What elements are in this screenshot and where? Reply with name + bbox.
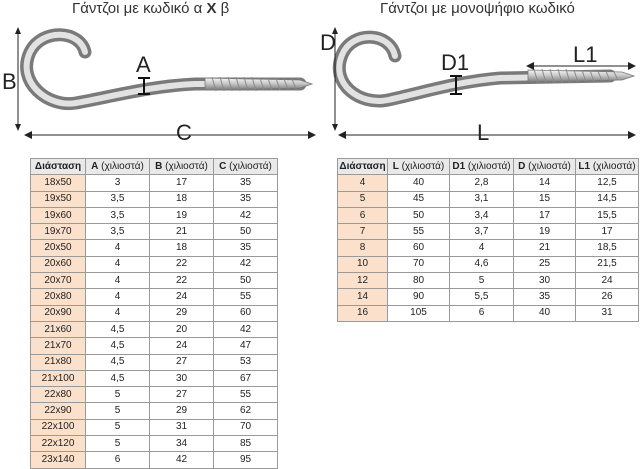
- label-l: L: [477, 120, 490, 145]
- table-row: [31, 256, 278, 272]
- table-cell: 22x120: [31, 436, 86, 452]
- table-row: [31, 289, 278, 305]
- table-row: [338, 207, 639, 223]
- table-cell: 19x60: [31, 207, 86, 223]
- table-cell: 26: [576, 289, 639, 305]
- table-cell: 4,5: [86, 321, 150, 337]
- table-cell: 14,5: [576, 191, 639, 207]
- table-cell: 21x70: [31, 338, 86, 354]
- table-cell: 3,5: [86, 224, 150, 240]
- left-header-0: [31, 159, 86, 175]
- table-cell: 67: [214, 370, 278, 386]
- table-cell: 16: [338, 305, 388, 321]
- table-row: [338, 224, 639, 240]
- table-cell: 53: [214, 354, 278, 370]
- table-cell: 3,7: [450, 224, 514, 240]
- table-cell: 6: [338, 207, 388, 223]
- table-cell: 55: [388, 224, 450, 240]
- table-cell: 4: [86, 273, 150, 289]
- table-cell: 85: [214, 436, 278, 452]
- table-cell: 27: [150, 354, 214, 370]
- table-cell: 30: [150, 370, 214, 386]
- table-row: [31, 436, 278, 452]
- table-cell: 6: [86, 452, 150, 468]
- table-cell: 5: [450, 273, 514, 289]
- table-cell: 29: [150, 305, 214, 321]
- table-cell: 35: [214, 240, 278, 256]
- table-row: [338, 240, 639, 256]
- header-symbol: L: [392, 160, 399, 172]
- table-cell: 21: [150, 224, 214, 240]
- table-row: [338, 256, 639, 272]
- table-cell: 3: [86, 175, 150, 191]
- table-cell: 20x50: [31, 240, 86, 256]
- table-cell: 4: [86, 240, 150, 256]
- table-cell: 20x70: [31, 273, 86, 289]
- table-cell: 50: [214, 273, 278, 289]
- table-cell: 35: [214, 175, 278, 191]
- table-cell: 3,5: [86, 191, 150, 207]
- right-header-0: [338, 159, 388, 175]
- table-cell: 19x50: [31, 191, 86, 207]
- table-cell: 40: [388, 175, 450, 191]
- right-header-2: [450, 159, 514, 175]
- header-symbol: L1: [578, 160, 591, 172]
- table-row: [31, 207, 278, 223]
- header-unit: (χιλιοστά): [525, 160, 571, 172]
- table-row: [338, 191, 639, 207]
- header-symbol: D1: [452, 160, 466, 172]
- table-cell: 18: [150, 240, 214, 256]
- left-dimensions-table: [30, 158, 278, 469]
- table-cell: 4: [86, 289, 150, 305]
- table-cell: 60: [388, 240, 450, 256]
- table-cell: 47: [214, 338, 278, 354]
- header-unit: (χιλιοστά): [465, 160, 511, 172]
- table-row: [31, 224, 278, 240]
- table-row: [338, 305, 639, 321]
- header-symbol: D: [518, 160, 526, 172]
- table-cell: 24: [576, 273, 639, 289]
- table-cell: 40: [514, 305, 576, 321]
- table-row: [31, 240, 278, 256]
- table-cell: 31: [150, 419, 214, 435]
- table-cell: 21x100: [31, 370, 86, 386]
- table-cell: 21: [514, 240, 576, 256]
- table-cell: 55: [214, 387, 278, 403]
- table-cell: 3,5: [86, 207, 150, 223]
- table-cell: 7: [338, 224, 388, 240]
- table-cell: 20: [150, 321, 214, 337]
- table-cell: 17: [150, 175, 214, 191]
- right-dimensions-table: [337, 158, 639, 322]
- table-cell: 6: [450, 305, 514, 321]
- table-cell: 15: [514, 191, 576, 207]
- table-cell: 3,4: [450, 207, 514, 223]
- table-cell: 24: [150, 289, 214, 305]
- table-cell: 14: [338, 289, 388, 305]
- table-cell: 80: [388, 273, 450, 289]
- table-cell: 22x100: [31, 419, 86, 435]
- table-cell: 5: [86, 436, 150, 452]
- header-unit: (χιλιοστά): [226, 160, 272, 172]
- table-cell: 18x50: [31, 175, 86, 191]
- table-row: [31, 305, 278, 321]
- table-cell: 23x140: [31, 452, 86, 468]
- table-cell: 45: [388, 191, 450, 207]
- table-cell: 27: [150, 387, 214, 403]
- header-unit: (χιλιοστά): [398, 160, 445, 172]
- table-cell: 22: [150, 273, 214, 289]
- table-cell: 18,5: [576, 240, 639, 256]
- label-d: D: [320, 30, 336, 55]
- table-row: [31, 403, 278, 419]
- table-cell: 29: [150, 403, 214, 419]
- table-cell: 55: [214, 289, 278, 305]
- table-cell: 14: [514, 175, 576, 191]
- table-cell: 12,5: [576, 175, 639, 191]
- right-header-4: [576, 159, 639, 175]
- table-row: [338, 175, 639, 191]
- table-cell: 2,8: [450, 175, 514, 191]
- table-cell: 4,5: [86, 370, 150, 386]
- table-cell: 19: [514, 224, 576, 240]
- left-title: Γάντζοι με κωδικό α X β: [72, 0, 230, 17]
- table-cell: 20x90: [31, 305, 86, 321]
- label-b: B: [2, 69, 17, 94]
- table-row: [31, 321, 278, 337]
- table-cell: 70: [214, 419, 278, 435]
- table-cell: 5,5: [450, 289, 514, 305]
- table-row: [31, 419, 278, 435]
- table-cell: 5: [86, 419, 150, 435]
- table-cell: 25: [514, 256, 576, 272]
- header-symbol: C: [219, 160, 227, 172]
- table-row: [31, 387, 278, 403]
- table-cell: 22: [150, 256, 214, 272]
- table-cell: 18: [150, 191, 214, 207]
- table-cell: 19x70: [31, 224, 86, 240]
- table-cell: 20x60: [31, 256, 86, 272]
- header-unit: (χιλιοστά): [98, 160, 144, 172]
- header-symbol: Διάσταση: [339, 160, 386, 172]
- table-cell: 10: [338, 256, 388, 272]
- table-cell: 4,5: [86, 354, 150, 370]
- header-symbol: Διάσταση: [34, 160, 82, 172]
- label-d1: D1: [441, 50, 470, 75]
- table-cell: 50: [388, 207, 450, 223]
- table-cell: 35: [514, 289, 576, 305]
- header-symbol: A: [91, 160, 99, 172]
- table-row: [31, 191, 278, 207]
- label-a: A: [136, 52, 151, 77]
- table-cell: 19: [150, 207, 214, 223]
- table-cell: 3,1: [450, 191, 514, 207]
- label-l1: L1: [573, 42, 598, 67]
- table-cell: 70: [388, 256, 450, 272]
- left-header-2: [150, 159, 214, 175]
- table-row: [31, 370, 278, 386]
- table-cell: 22x80: [31, 387, 86, 403]
- table-cell: 4,5: [86, 338, 150, 354]
- table-cell: 17: [514, 207, 576, 223]
- table-cell: 34: [150, 436, 214, 452]
- table-cell: 50: [214, 224, 278, 240]
- table-cell: 5: [86, 387, 150, 403]
- table-cell: 5: [86, 403, 150, 419]
- left-header-3: [214, 159, 278, 175]
- table-cell: 42: [150, 452, 214, 468]
- table-cell: 31: [576, 305, 639, 321]
- table-row: [31, 452, 278, 468]
- table-row: [338, 273, 639, 289]
- table-cell: 21,5: [576, 256, 639, 272]
- table-row: [31, 354, 278, 370]
- table-cell: 20x80: [31, 289, 86, 305]
- table-cell: 8: [338, 240, 388, 256]
- table-row: [31, 338, 278, 354]
- table-cell: 17: [576, 224, 639, 240]
- table-cell: 42: [214, 321, 278, 337]
- right-title: Γάντζοι με μονοψήφιο κωδικό: [380, 0, 575, 17]
- table-cell: 21x80: [31, 354, 86, 370]
- label-c: C: [176, 120, 192, 145]
- table-cell: 15,5: [576, 207, 639, 223]
- table-cell: 4: [86, 256, 150, 272]
- left-header-1: [86, 159, 150, 175]
- table-cell: 30: [514, 273, 576, 289]
- table-cell: 24: [150, 338, 214, 354]
- table-row: [338, 289, 639, 305]
- table-cell: 62: [214, 403, 278, 419]
- hooks-drawing: [0, 0, 640, 150]
- table-cell: 21x60: [31, 321, 86, 337]
- table-cell: 60: [214, 305, 278, 321]
- table-cell: 4: [338, 175, 388, 191]
- table-cell: 12: [338, 273, 388, 289]
- table-row: [31, 273, 278, 289]
- table-cell: 105: [388, 305, 450, 321]
- table-cell: 42: [214, 207, 278, 223]
- table-cell: 22x90: [31, 403, 86, 419]
- table-cell: 4: [86, 305, 150, 321]
- table-cell: 42: [214, 256, 278, 272]
- left-hook-image: [27, 35, 312, 104]
- header-unit: (χιλιοστά): [162, 160, 208, 172]
- right-header-1: [388, 159, 450, 175]
- table-cell: 35: [214, 191, 278, 207]
- table-cell: 4: [450, 240, 514, 256]
- table-cell: 95: [214, 452, 278, 468]
- table-cell: 4,6: [450, 256, 514, 272]
- right-header-3: [514, 159, 576, 175]
- header-unit: (χιλιοστά): [590, 160, 636, 172]
- header-symbol: B: [155, 160, 163, 172]
- table-cell: 5: [338, 191, 388, 207]
- table-cell: 90: [388, 289, 450, 305]
- table-row: [31, 175, 278, 191]
